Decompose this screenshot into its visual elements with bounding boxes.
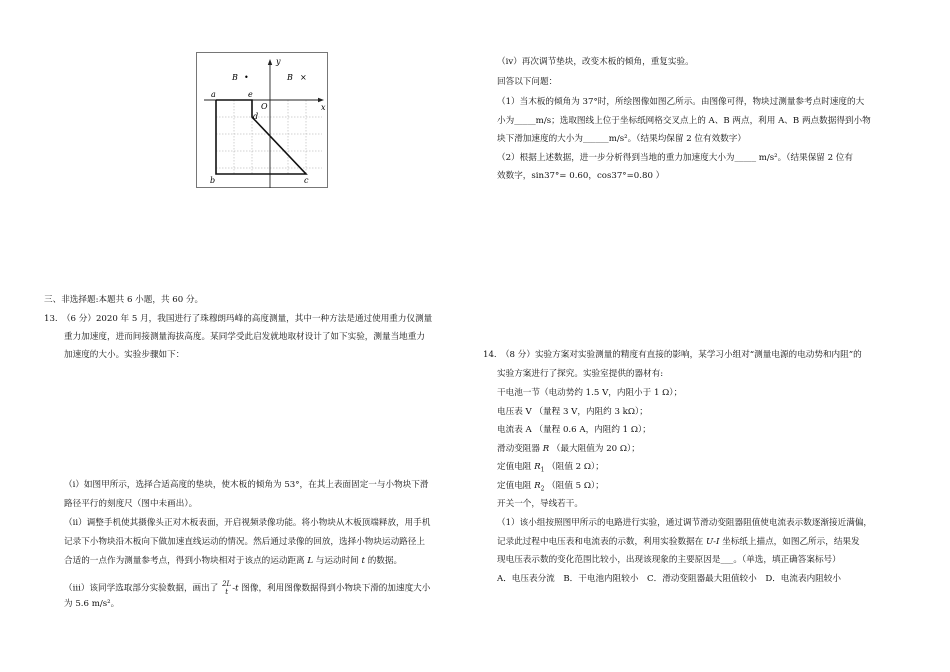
step3-text-a: （iii）该同学选取部分实验数据，画出了: [64, 583, 222, 594]
equipment-switch: 开关一个，导线若干。: [497, 499, 583, 509]
answer-prompt: 回答以下问题：: [497, 77, 558, 87]
label-y: y: [276, 57, 281, 66]
label-c: c: [304, 176, 309, 185]
rheostat-text-a: 滑动变阻器: [497, 444, 543, 454]
label-a: a: [211, 90, 216, 99]
var-t2: t: [235, 583, 239, 594]
q13-part2-line2: 效数字，sin37°= 0.60，cos37°=0.80 ）: [497, 171, 665, 181]
p1-text-b: 坐标纸上描点，如图乙所示，结果发: [719, 537, 860, 547]
section-title: 三、非选择题:本题共 6 小题，共 60 分。: [44, 295, 204, 305]
q13-step2-line2: 记录下小物块沿木板向下做加速直线运动的情况。然后通过录像的回放，选择小物块运动路径上: [64, 537, 425, 547]
r1-text-a: 定值电阻: [497, 462, 535, 472]
q13-part1-line1: （1）当木板的倾角为 37°时，所绘图像如图乙所示。由图像可得，物块过测量参考点时速度的大: [497, 97, 865, 107]
step2-text-c: 的数据。: [364, 556, 403, 566]
p1-text-a: 记录此过程中电压表和电流表的示数，利用实验数据在: [497, 537, 706, 547]
q13-text-line3: 加速度的大小。实验步骤如下：: [64, 350, 185, 360]
label-e: e: [248, 90, 253, 99]
q13-step3-line2: 为 5.6 m/s²。: [64, 599, 120, 609]
equipment-resistor-r2: [497, 482, 604, 493]
q14-part1-line3: 现电压表示数的变化范围比较小，出现该现象的主要原因是___。（单选，填正确答案标号）: [497, 555, 841, 565]
r2-subscript: 2: [540, 485, 545, 493]
step2-text-a: 合适的一点作为测量参考点，得到小物块相对于该点的运动距离: [64, 556, 308, 566]
q13-step1-line2: 路径平行的刻度尺（图中未画出）。: [64, 499, 198, 509]
step3-text-c: 图像，利用图像数据得到小物块下滑的加速度大小: [238, 583, 431, 594]
diagram-svg: [196, 52, 328, 188]
q13-text-line2: 重力加速度，进而间接测量海拔高度。某同学受此启发就地取材设计了如下实验，测量当地重力: [64, 332, 425, 342]
label-b: b: [210, 176, 216, 185]
q14-part1-line2: [497, 538, 860, 547]
var-L: L: [307, 556, 314, 566]
q14-text-line2: 实验方案进行了探究。实验室提供的器材有:: [497, 369, 664, 379]
label-x: x: [321, 103, 326, 112]
var-UI: U-I: [705, 537, 720, 547]
var-R1: R: [534, 462, 541, 472]
q13-part1-line2: 小为_____m/s；选取图线上位于坐标纸网格交叉点上的 A、B 两点，利用 A、B 两点数据得到小物: [497, 116, 871, 126]
fraction-2L-over-t: [222, 580, 231, 596]
step3-dash: -: [232, 583, 236, 594]
label-B-right: B: [287, 73, 293, 82]
q13-part2-line1: （2）根据上述数据，进一步分析得到当地的重力加速度大小为_____ m/s²。（结果保留 2 位有: [497, 153, 853, 163]
var-R2: R: [534, 481, 541, 491]
r2-text-a: 定值电阻: [497, 481, 535, 491]
r1-subscript: 1: [540, 466, 545, 474]
var-t: t: [361, 556, 365, 566]
equipment-rheostat: [497, 445, 640, 454]
q13-step4: （iv）再次调节垫块，改变木板的倾角，重复实验。: [497, 57, 694, 67]
cross-symbol: ×: [300, 73, 307, 82]
q14-part1-line1: （1）该小组按照图甲所示的电路进行实验，通过调节滑动变阻器阻值使电流表示数逐渐接近满偏，: [497, 518, 873, 528]
label-B-left: B: [232, 73, 238, 82]
q14-options: A．电压表分流 B．干电池内阻较小 C．滑动变阻器最大阻值较小 D．电流表内阻较小: [497, 574, 841, 584]
q13-text-line1: 13. （6 分）2020 年 5 月，我国进行了珠穆朗玛峰的高度测量，其中一种方法是通过使用重力仪测量: [44, 314, 433, 324]
q14-text-line1: 14. （8 分）实验方案对实验测量的精度有直接的影响，某学习小组对“测量电源的电动势和内阻”的: [483, 350, 862, 360]
q13-step1-line1: （i）如图甲所示，选择合适高度的垫块，使木板的倾角为 53°，在其上表面固定一与小物块下滑: [64, 480, 429, 490]
equipment-battery: 干电池一节（电动势约 1.5 V，内阻小于 1 Ω）；: [497, 388, 683, 398]
fraction-numerator: 2L: [222, 580, 232, 588]
dot-symbol: •: [244, 73, 249, 82]
var-R: R: [542, 444, 550, 454]
q13-step3-line1: [64, 580, 430, 596]
r2-text-b: （阻值 5 Ω）；: [544, 481, 604, 491]
r1-text-b: （阻值 2 Ω）；: [544, 462, 604, 472]
fraction-denominator: t: [225, 588, 229, 596]
q13-part1-line3: 块下滑加速度的大小为______m/s²。（结果均保留 2 位有效数字）: [497, 134, 746, 144]
q13-step2-line1: （ii）调整手机使其摄像头正对木板表面，开启视频录像功能。将小物块从木板顶端释放，用手机: [64, 518, 431, 528]
step2-text-b: 与运动时间: [313, 556, 362, 566]
q13-step2-line3: [64, 557, 402, 566]
equipment-voltmeter: 电压表 V （量程 3 V，内阻约 3 kΩ）；: [497, 407, 648, 417]
equipment-resistor-r1: [497, 463, 604, 474]
label-O: O: [261, 102, 268, 111]
field-diagram: [196, 52, 328, 188]
equipment-ammeter: 电流表 A （量程 0.6 A，内阻约 1 Ω）；: [497, 425, 651, 435]
label-d: d: [253, 112, 259, 121]
rheostat-text-b: （最大阻值为 20 Ω）；: [549, 444, 640, 454]
